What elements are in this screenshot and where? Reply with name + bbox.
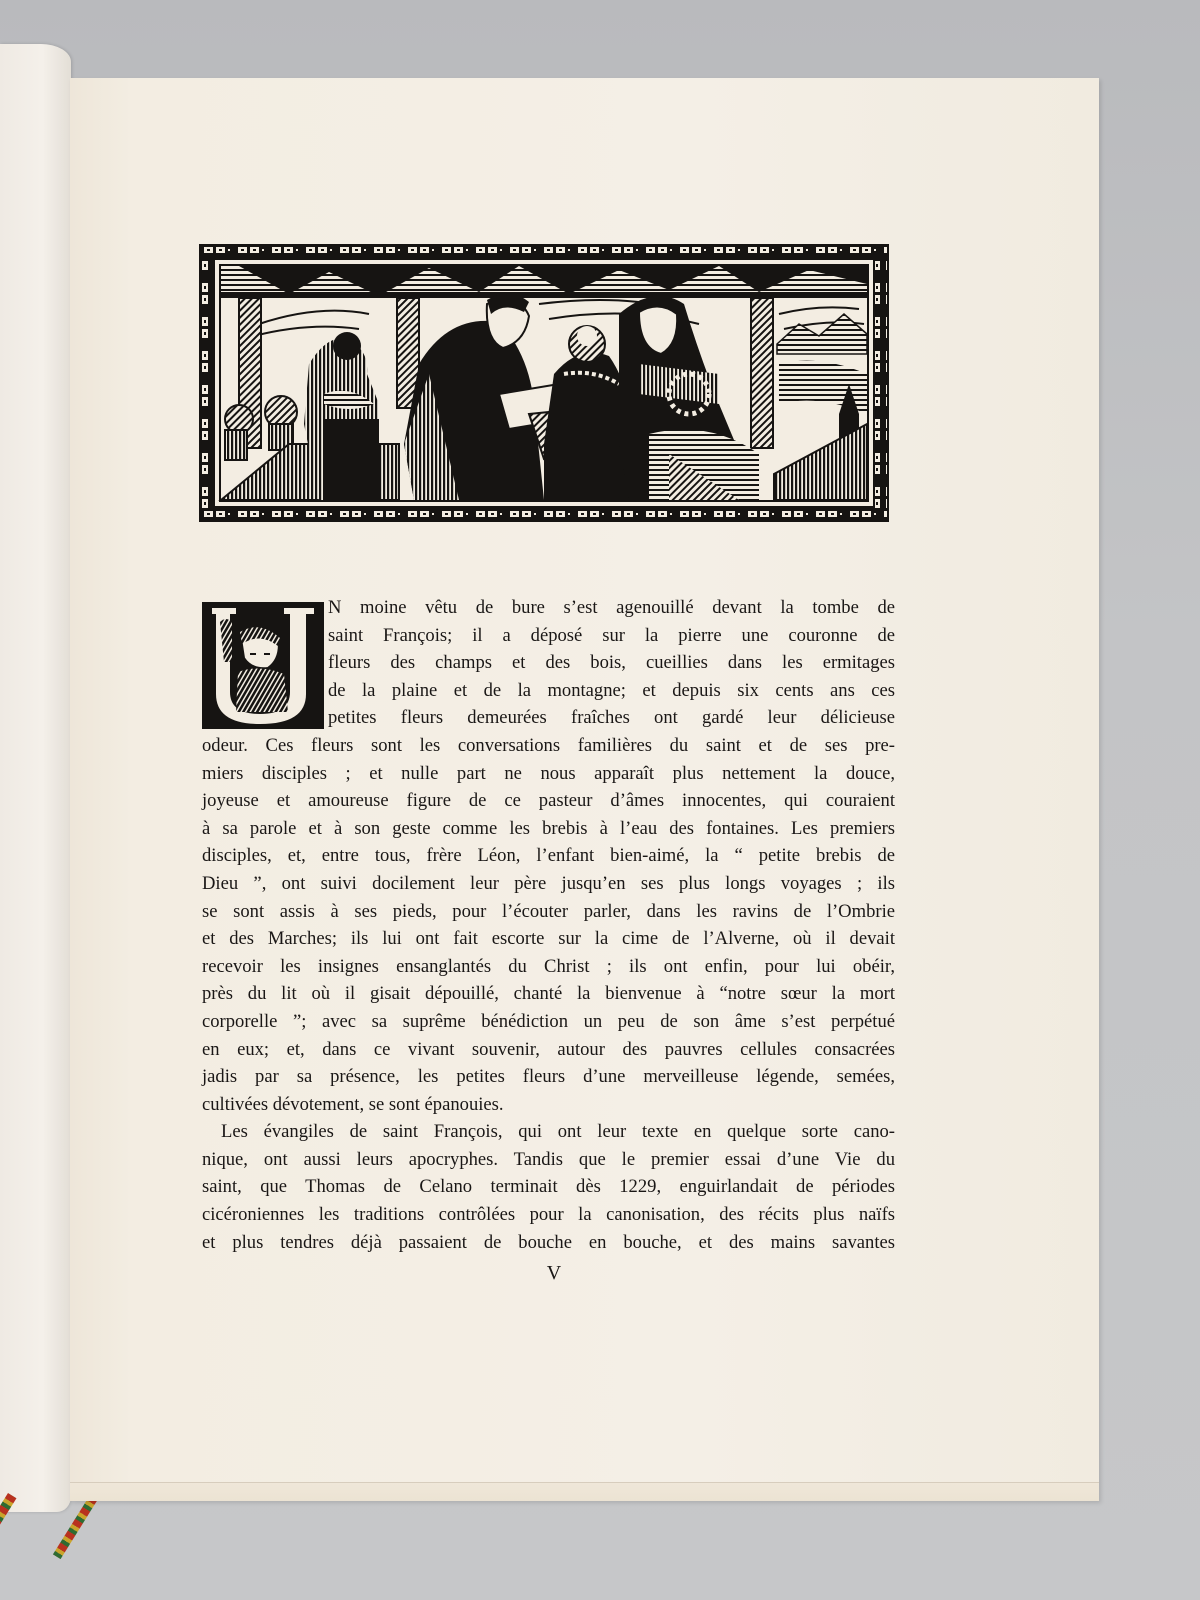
text-line-content: et des Marches; ils lui ont fait escorte sur la cime de l’Alverne, où il devait <box>202 928 895 950</box>
text-line <box>202 815 895 843</box>
text-line-content: Dieu ”, ont suivi docilement leur père jusqu’en ses plus longs voyages ; ils <box>202 872 895 894</box>
text-line <box>202 842 895 870</box>
text-line <box>202 1146 895 1174</box>
text-line-content: joyeuse et amoureuse figure de ce pasteur d’âmes innocentes, qui couraient <box>202 790 895 812</box>
text-line <box>202 1008 895 1036</box>
facing-page-edge <box>0 44 71 1512</box>
text-line-content: Les évangiles de saint François, qui ont leur texte en quelque sorte cano- <box>221 1121 895 1143</box>
text-line <box>202 1091 895 1119</box>
text-line <box>202 1063 895 1091</box>
text-line <box>202 1201 895 1229</box>
text-line <box>202 787 895 815</box>
text-line <box>202 732 895 760</box>
text-line-content: corporelle ”; avec sa suprême bénédiction un peu de son âme s’est perpétué <box>202 1010 895 1032</box>
text-line-content: saint, que Thomas de Celano terminait dès 1229, enguirlandait de périodes <box>202 1176 895 1198</box>
text-line-content: cultivées dévotement, se sont épanouies. <box>202 1093 504 1115</box>
text-line-content: fleurs des champs et des bois, cueillies dans les ermitages <box>328 652 895 674</box>
text-line-content: jadis par sa présence, les petites fleurs d’une merveilleuse légende, semées, <box>202 1066 895 1088</box>
text-line-content: nique, ont aussi leurs apocryphes. Tandis que le premier essai d’une Vie du <box>202 1148 895 1170</box>
paragraph-lines <box>202 594 895 1256</box>
text-line <box>202 649 895 677</box>
text-line-content: à sa parole et à son geste comme les brebis à l’eau des fontaines. Les premiers <box>202 817 895 839</box>
text-line <box>202 1173 895 1201</box>
text-line-content: odeur. Ces fleurs sont les conversations familières du saint et de ses pre- <box>202 734 895 756</box>
deckled-edge <box>70 1482 1099 1501</box>
text-line <box>202 953 895 981</box>
text-line-content: en eux; et, dans ce vivant souvenir, autour des pauvres cellules consacrées <box>202 1038 895 1060</box>
text-line-content: se sont assis à ses pieds, pour l’écouter parler, dans les ravins de l’Ombrie <box>202 900 895 922</box>
text-line-content: petites fleurs demeurées fraîches ont gardé leur délicieuse <box>328 707 895 729</box>
text-line-content: saint François; il a déposé sur la pierre une couronne de <box>328 624 895 646</box>
text-line-content: disciples, et, entre tous, frère Léon, l’enfant bien-aimé, la “ petite brebis de <box>202 845 895 867</box>
text-line <box>202 760 895 788</box>
text-line-content: et plus tendres déjà passaient de bouche en bouche, et des mains savantes <box>202 1231 895 1253</box>
paragraph-start-line <box>202 1118 895 1146</box>
text-line-content: près du lit où il gisait dépouillé, chanté la bienvenue à “notre sœur la mort <box>202 983 895 1005</box>
text-line <box>202 622 895 650</box>
text-line-content: miers disciples ; et nulle part ne nous apparaît plus nettement la douce, <box>202 762 895 784</box>
text-line <box>202 1229 895 1257</box>
text-line-content: cicéroniennes les traditions contrôlées pour la canonisation, des récits plus naïfs <box>202 1204 895 1226</box>
woodcut-illustration <box>199 244 889 522</box>
text-line-content: de la plaine et de la montagne; et depuis six cents ans ces <box>328 679 895 701</box>
text-line <box>202 980 895 1008</box>
text-line-content: N moine vêtu de bure s’est agenouillé devant la tombe de <box>328 597 895 618</box>
text-line <box>202 594 895 622</box>
text-line <box>202 677 895 705</box>
page-number: V <box>546 1262 562 1284</box>
text-line <box>202 1036 895 1064</box>
text-line <box>202 704 895 732</box>
text-line <box>202 925 895 953</box>
text-line <box>202 870 895 898</box>
body-text <box>202 594 895 1256</box>
text-line-content: recevoir les insignes ensanglantés du Christ ; ils ont enfin, pour lui obéir, <box>202 955 895 977</box>
text-line <box>202 898 895 926</box>
